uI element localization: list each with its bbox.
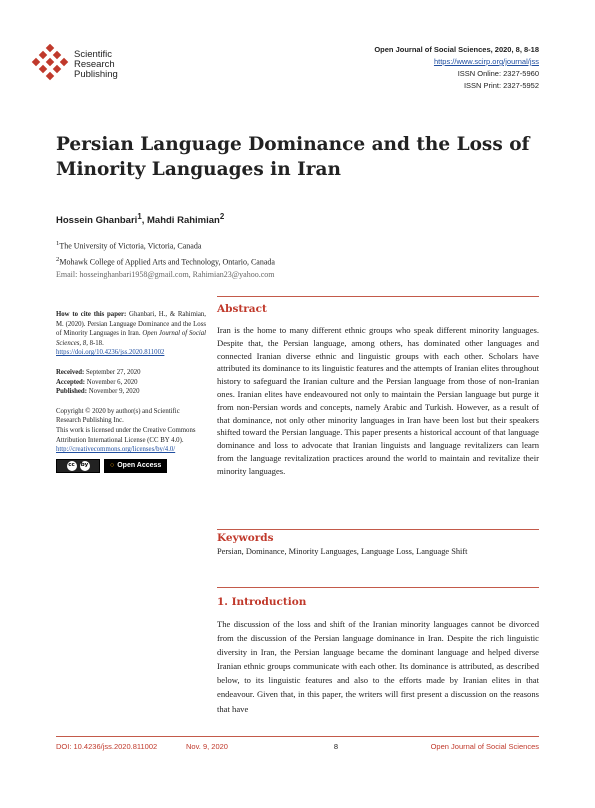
license-badges: [56, 459, 206, 473]
open-lock-icon: ○: [110, 461, 115, 469]
author-email: Email: hosseinghanbari1958@gmail.com, Rahimian23@yahoo.com: [56, 270, 275, 280]
article-sidebar: [56, 310, 206, 473]
journal-citation-line: Open Journal of Social Sciences, 2020, 8, 8-18: [374, 45, 539, 54]
by-icon: by: [80, 461, 90, 471]
introduction-section-header: [217, 587, 539, 608]
footer-date: Nov. 9, 2020: [186, 742, 228, 751]
license-link[interactable]: http://creativecommons.org/licenses/by/4.0/: [56, 446, 176, 454]
keywords-heading: Keywords: [217, 532, 274, 544]
paper-title: Persian Language Dominance and the Loss of Minority Languages in Iran: [56, 134, 530, 180]
author-name: Mahdi Rahimian: [147, 215, 220, 227]
publisher-logo-icon: [30, 44, 70, 84]
cc-by-badge[interactable]: [56, 459, 100, 473]
keywords-list: Persian, Dominance, Minority Languages, Language Loss, Language Shift: [217, 547, 468, 556]
publisher-logo: [30, 44, 160, 84]
journal-info: [374, 44, 539, 92]
publisher-name: Scientific Research Publishing: [74, 49, 118, 80]
doi-link[interactable]: https://doi.org/10.4236/jss.2020.811002: [56, 349, 165, 357]
author-name: Hossein Ghanbari: [56, 215, 138, 227]
author-list: Hossein Ghanbari$^1$, Mahdi Rahimian$^2$: [56, 212, 225, 227]
page-number: 8: [333, 742, 339, 751]
footer-doi[interactable]: DOI: 10.4236/jss.2020.811002: [56, 742, 158, 751]
affiliation: $^2$Mohawk College of Applied Arts and Technology, Ontario, Canada: [56, 255, 275, 267]
abstract-body: Iran is the home to many different ethnic groups who speak different minority languages. Despite that, the Persian language, among others, has dominated other languages and connected Iranian diverse ethnic and linguistic groups with each other. Scholars have attributed its dominance to its linguistic features and the attempts of Iranian elites throughout history to safeguard the Iranian culture and the Persian language from those of non-Iranian ones. Iranian elites have endeavoured not only to maintain the Persian language but purge it from non-Persian words and concepts, namely Arabic and Turkish. However, as a result of that dominance, not only other minority languages in Iran have been lost but their speakers shifted toward the Persian language. This paper presents a historical account of that language dominance and loss to advocate that Iranian linguists and language revitalizers can learn from the language revitalization practices around the world to maintain and revitalize their minority languages.: [217, 325, 539, 476]
introduction-heading: 1. Introduction: [217, 596, 307, 608]
journal-url-link[interactable]: https://www.scirp.org/journal/jss: [433, 57, 539, 66]
open-access-badge[interactable]: ○ Open Access: [104, 459, 167, 473]
page-footer: [56, 736, 539, 751]
article-dates: Received: September 27, 2020 Accepted: November 6, 2020 Published: November 9, 2020: [56, 368, 141, 396]
footer-journal-name: Open Journal of Social Sciences: [430, 742, 539, 751]
keywords-section-header: [217, 529, 539, 544]
issn-print: ISSN Print: 2327-5952: [463, 81, 539, 90]
cc-icon: cc: [67, 461, 77, 471]
issn-online: ISSN Online: 2327-5960: [457, 69, 539, 78]
affiliation: $^1$The University of Victoria, Victoria, Canada: [56, 240, 202, 251]
copyright-notice: Copyright © 2020 by author(s) and Scientific Research Publishing Inc. This work is licensed under the Creative Commons Attribution International License (CC BY 4.0). http://creativecommons.org/licenses/by/4.0/: [56, 407, 206, 455]
how-to-cite: How to cite this paper: Ghanbari, H., & Rahimian, M. (2020). Persian Language Dominance and the Loss of Minority Languages in Iran. Open Journal of Social Sciences, 8, 8-18. https://doi.org/10.4236/jss.2020.811002: [56, 311, 207, 357]
introduction-body: The discussion of the loss and shift of the Iranian minority languages cannot be divorced from the discussion of the Persian language dominance in Iran. Despite the rich linguistic diversity in Iran, the Persian language became the dominant language and helped diverse Iranian ethnic groups communicate with each other. Its dominance is attributed, as described below, to its linguistic features and also to the efforts made by Iranian elites in that endeavour. Given that, in this paper, the writers will first present a discussion on the reasons that have: [217, 619, 539, 714]
abstract-heading: Abstract: [217, 303, 267, 315]
abstract-section-header: [217, 296, 539, 315]
affiliations: [56, 237, 275, 281]
